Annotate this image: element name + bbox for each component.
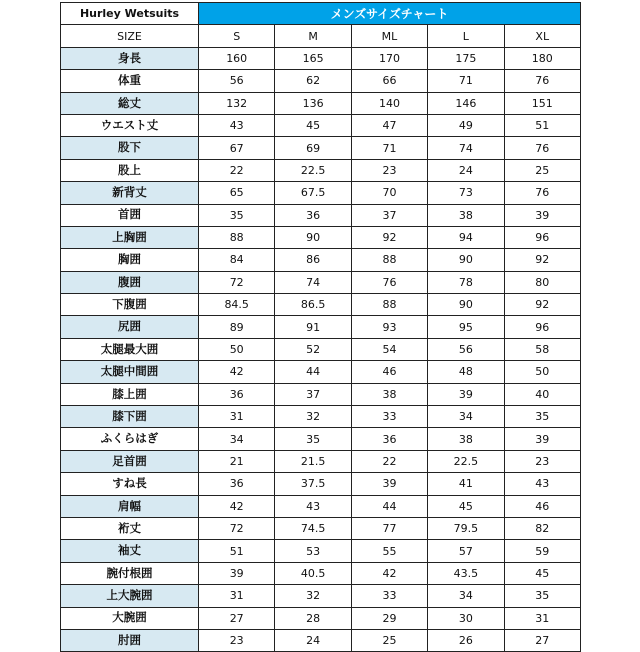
table-cell: 33: [351, 585, 427, 607]
table-cell: 72: [199, 271, 275, 293]
table-cell: 46: [504, 495, 580, 517]
row-label: 太腿中間囲: [61, 361, 199, 383]
row-label: 股上: [61, 159, 199, 181]
size-column-header: ML: [351, 25, 427, 47]
table-cell: 49: [428, 114, 504, 136]
table-cell: 34: [428, 585, 504, 607]
table-cell: 69: [275, 137, 351, 159]
table-cell: 21: [199, 450, 275, 472]
table-cell: 66: [351, 70, 427, 92]
table-cell: 22: [199, 159, 275, 181]
table-cell: 73: [428, 182, 504, 204]
row-label: 足首囲: [61, 450, 199, 472]
table-cell: 82: [504, 517, 580, 539]
table-cell: 54: [351, 338, 427, 360]
table-cell: 31: [504, 607, 580, 629]
table-cell: 43: [275, 495, 351, 517]
table-cell: 74: [428, 137, 504, 159]
table-cell: 71: [428, 70, 504, 92]
table-cell: 48: [428, 361, 504, 383]
table-cell: 136: [275, 92, 351, 114]
table-cell: 22: [351, 450, 427, 472]
table-row: [61, 406, 581, 428]
row-label: 膝下囲: [61, 406, 199, 428]
brand-name: Hurley Wetsuits: [61, 3, 199, 25]
table-cell: 67.5: [275, 182, 351, 204]
table-cell: 140: [351, 92, 427, 114]
table-cell: 40: [504, 383, 580, 405]
row-label: 膝上囲: [61, 383, 199, 405]
table-cell: 96: [504, 226, 580, 248]
table-cell: 74: [275, 271, 351, 293]
table-cell: 37: [275, 383, 351, 405]
table-cell: 25: [504, 159, 580, 181]
table-cell: 76: [504, 70, 580, 92]
row-label: 大腕囲: [61, 607, 199, 629]
table-row: [61, 271, 581, 293]
table-cell: 90: [428, 294, 504, 316]
row-label: すね長: [61, 473, 199, 495]
table-cell: 23: [504, 450, 580, 472]
table-cell: 39: [504, 428, 580, 450]
row-label: 肘囲: [61, 629, 199, 651]
table-cell: 25: [351, 629, 427, 651]
table-row: [61, 517, 581, 539]
table-row: [61, 585, 581, 607]
table-row: [61, 383, 581, 405]
table-cell: 37: [351, 204, 427, 226]
table-cell: 89: [199, 316, 275, 338]
table-cell: 80: [504, 271, 580, 293]
table-cell: 170: [351, 47, 427, 69]
table-cell: 56: [199, 70, 275, 92]
table-cell: 33: [351, 406, 427, 428]
table-cell: 72: [199, 517, 275, 539]
table-row: [61, 473, 581, 495]
table-cell: 92: [351, 226, 427, 248]
table-cell: 31: [199, 585, 275, 607]
table-cell: 90: [275, 226, 351, 248]
table-cell: 74.5: [275, 517, 351, 539]
table-cell: 23: [351, 159, 427, 181]
table-cell: 146: [428, 92, 504, 114]
table-cell: 57: [428, 540, 504, 562]
table-cell: 35: [275, 428, 351, 450]
table-row: [61, 294, 581, 316]
table-cell: 62: [275, 70, 351, 92]
table-row: [61, 607, 581, 629]
table-row: [61, 92, 581, 114]
table-row: [61, 47, 581, 69]
table-cell: 67: [199, 137, 275, 159]
table-cell: 84: [199, 249, 275, 271]
table-cell: 36: [199, 383, 275, 405]
table-cell: 41: [428, 473, 504, 495]
table-cell: 46: [351, 361, 427, 383]
table-cell: 65: [199, 182, 275, 204]
table-cell: 35: [504, 585, 580, 607]
table-cell: 29: [351, 607, 427, 629]
table-cell: 84.5: [199, 294, 275, 316]
table-cell: 44: [275, 361, 351, 383]
row-label: 股下: [61, 137, 199, 159]
table-row: [61, 137, 581, 159]
table-cell: 45: [275, 114, 351, 136]
table-cell: 27: [199, 607, 275, 629]
table-cell: 77: [351, 517, 427, 539]
table-cell: 91: [275, 316, 351, 338]
row-label: 腕付根囲: [61, 562, 199, 584]
table-cell: 76: [351, 271, 427, 293]
table-cell: 24: [428, 159, 504, 181]
table-row: [61, 249, 581, 271]
table-cell: 40.5: [275, 562, 351, 584]
table-cell: 90: [428, 249, 504, 271]
table-cell: 175: [428, 47, 504, 69]
table-row: [61, 338, 581, 360]
table-row: [61, 114, 581, 136]
table-cell: 51: [504, 114, 580, 136]
table-cell: 38: [428, 204, 504, 226]
row-label: 太腿最大囲: [61, 338, 199, 360]
table-cell: 31: [199, 406, 275, 428]
table-cell: 39: [199, 562, 275, 584]
table-row: [61, 450, 581, 472]
table-cell: 88: [351, 294, 427, 316]
table-row: [61, 361, 581, 383]
table-cell: 42: [199, 495, 275, 517]
table-cell: 37.5: [275, 473, 351, 495]
table-cell: 95: [428, 316, 504, 338]
table-cell: 78: [428, 271, 504, 293]
table-cell: 93: [351, 316, 427, 338]
table-cell: 71: [351, 137, 427, 159]
table-cell: 88: [199, 226, 275, 248]
table-cell: 43.5: [428, 562, 504, 584]
table-cell: 24: [275, 629, 351, 651]
table-cell: 39: [351, 473, 427, 495]
table-cell: 22.5: [428, 450, 504, 472]
table-cell: 56: [428, 338, 504, 360]
table-cell: 38: [351, 383, 427, 405]
table-cell: 39: [428, 383, 504, 405]
table-cell: 42: [351, 562, 427, 584]
table-row: [61, 316, 581, 338]
row-label: 身長: [61, 47, 199, 69]
row-label: ふくらはぎ: [61, 428, 199, 450]
table-row: [61, 182, 581, 204]
table-cell: 165: [275, 47, 351, 69]
table-cell: 70: [351, 182, 427, 204]
table-cell: 50: [504, 361, 580, 383]
table-cell: 39: [504, 204, 580, 226]
row-label: 肩幅: [61, 495, 199, 517]
table-cell: 76: [504, 137, 580, 159]
table-cell: 32: [275, 585, 351, 607]
table-cell: 55: [351, 540, 427, 562]
table-cell: 45: [504, 562, 580, 584]
table-cell: 36: [351, 428, 427, 450]
table-cell: 43: [504, 473, 580, 495]
table-cell: 35: [199, 204, 275, 226]
table-row: [61, 226, 581, 248]
table-cell: 86: [275, 249, 351, 271]
size-column-header: SIZE: [61, 25, 199, 47]
table-cell: 96: [504, 316, 580, 338]
table-cell: 151: [504, 92, 580, 114]
size-column-header: XL: [504, 25, 580, 47]
table-cell: 88: [351, 249, 427, 271]
row-label: 上胸囲: [61, 226, 199, 248]
table-row: [61, 562, 581, 584]
table-cell: 34: [428, 406, 504, 428]
table-cell: 35: [504, 406, 580, 428]
table-row: [61, 70, 581, 92]
table-row: [61, 495, 581, 517]
size-chart-table: [60, 2, 581, 652]
table-cell: 58: [504, 338, 580, 360]
table-row: [61, 204, 581, 226]
table-cell: 36: [275, 204, 351, 226]
row-label: 裄丈: [61, 517, 199, 539]
table-cell: 160: [199, 47, 275, 69]
row-label: 総丈: [61, 92, 199, 114]
row-label: 下腹囲: [61, 294, 199, 316]
row-label: 体重: [61, 70, 199, 92]
table-cell: 34: [199, 428, 275, 450]
table-cell: 44: [351, 495, 427, 517]
table-cell: 76: [504, 182, 580, 204]
table-cell: 36: [199, 473, 275, 495]
table-cell: 47: [351, 114, 427, 136]
table-cell: 23: [199, 629, 275, 651]
table-row: [61, 159, 581, 181]
table-cell: 180: [504, 47, 580, 69]
table-cell: 38: [428, 428, 504, 450]
row-label: ウエスト丈: [61, 114, 199, 136]
row-label: 腹囲: [61, 271, 199, 293]
table-cell: 28: [275, 607, 351, 629]
table-cell: 52: [275, 338, 351, 360]
row-label: 新背丈: [61, 182, 199, 204]
row-label: 袖丈: [61, 540, 199, 562]
table-cell: 43: [199, 114, 275, 136]
table-cell: 22.5: [275, 159, 351, 181]
table-cell: 59: [504, 540, 580, 562]
table-cell: 51: [199, 540, 275, 562]
table-cell: 86.5: [275, 294, 351, 316]
table-cell: 79.5: [428, 517, 504, 539]
table-row: [61, 428, 581, 450]
table-cell: 92: [504, 249, 580, 271]
table-cell: 26: [428, 629, 504, 651]
row-label: 上大腕囲: [61, 585, 199, 607]
row-label: 胸囲: [61, 249, 199, 271]
table-row: [61, 540, 581, 562]
size-column-header: L: [428, 25, 504, 47]
table-cell: 21.5: [275, 450, 351, 472]
table-cell: 42: [199, 361, 275, 383]
table-cell: 32: [275, 406, 351, 428]
table-cell: 27: [504, 629, 580, 651]
title-row: [61, 3, 581, 25]
size-header-row: [61, 25, 581, 47]
size-column-header: S: [199, 25, 275, 47]
table-row: [61, 629, 581, 651]
table-cell: 132: [199, 92, 275, 114]
row-label: 首囲: [61, 204, 199, 226]
table-cell: 94: [428, 226, 504, 248]
table-cell: 45: [428, 495, 504, 517]
table-cell: 53: [275, 540, 351, 562]
size-column-header: M: [275, 25, 351, 47]
chart-title: メンズサイズチャート: [199, 3, 581, 25]
table-cell: 92: [504, 294, 580, 316]
row-label: 尻囲: [61, 316, 199, 338]
table-cell: 50: [199, 338, 275, 360]
table-cell: 30: [428, 607, 504, 629]
